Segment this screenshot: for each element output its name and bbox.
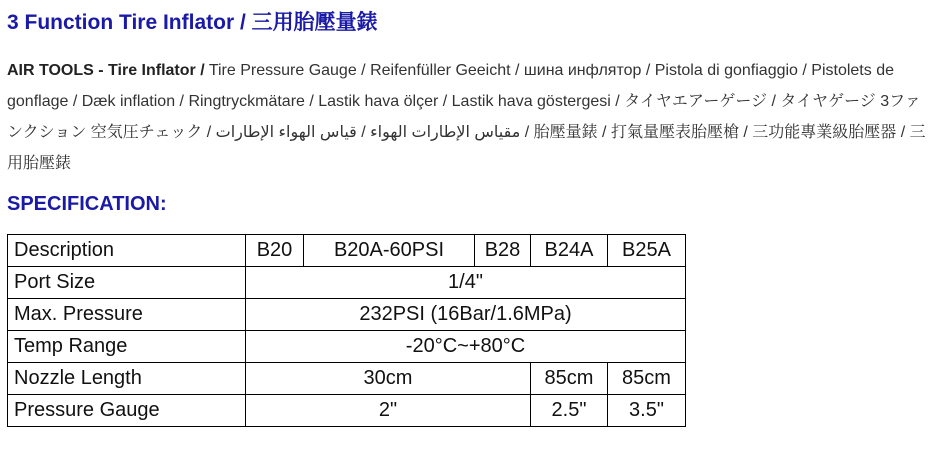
pressure-gauge-value-b20-b28: 2" bbox=[246, 395, 531, 427]
table-row-header bbox=[8, 235, 686, 267]
specification-heading: SPECIFICATION: bbox=[7, 193, 167, 215]
pressure-gauge-value-b24a: 2.5" bbox=[531, 395, 608, 427]
row-label-max-pressure: Max. Pressure bbox=[8, 299, 246, 331]
nozzle-length-value-b24a: 85cm bbox=[531, 363, 608, 395]
row-label-port-size: Port Size bbox=[8, 267, 246, 299]
model-b20: B20 bbox=[246, 235, 304, 267]
row-label-temp-range: Temp Range bbox=[8, 331, 246, 363]
table-row-pressure-gauge bbox=[8, 395, 686, 427]
table-row-max-pressure bbox=[8, 299, 686, 331]
row-label-pressure-gauge: Pressure Gauge bbox=[8, 395, 246, 427]
model-b25a: B25A bbox=[608, 235, 686, 267]
model-b20a-60psi: B20A-60PSI bbox=[304, 235, 475, 267]
max-pressure-value: 232PSI (16Bar/1.6MPa) bbox=[246, 299, 686, 331]
specification-table bbox=[7, 234, 686, 427]
pressure-gauge-value-b25a: 3.5" bbox=[608, 395, 686, 427]
nozzle-length-value-b25a: 85cm bbox=[608, 363, 686, 395]
category-prefix: AIR TOOLS - Tire Inflator / bbox=[7, 62, 205, 79]
model-b24a: B24A bbox=[531, 235, 608, 267]
table-row-port-size bbox=[8, 267, 686, 299]
table-row-temp-range bbox=[8, 331, 686, 363]
nozzle-length-value-b20-b28: 30cm bbox=[246, 363, 531, 395]
model-b28: B28 bbox=[475, 235, 531, 267]
table-row-nozzle-length bbox=[8, 363, 686, 395]
product-description bbox=[7, 55, 927, 179]
description-text: Tire Pressure Gauge / Reifenfüller Geeicht / шина инфлятор / Pistola di gonfiaggio / Pistolets de gonflage / Dæk inflation / Ringtryckmätare / Lastik hava ölçer / Lastik hava göstergesi / タイヤエアーゲージ / タイヤゲージ 3ファンクション 空気圧チェック / مقياس الإطارات الهواء / قياس الهواء الإطارات / 胎壓量錶 / 打氣量壓表胎壓槍 / 三功能專業級胎壓器 / 三用胎壓錶 bbox=[7, 62, 926, 172]
temp-range-value: -20°C~+80°C bbox=[246, 331, 686, 363]
row-label-description: Description bbox=[8, 235, 246, 267]
port-size-value: 1/4" bbox=[246, 267, 686, 299]
row-label-nozzle-length: Nozzle Length bbox=[8, 363, 246, 395]
page-title: 3 Function Tire Inflator / 三用胎壓量錶 bbox=[7, 11, 378, 34]
